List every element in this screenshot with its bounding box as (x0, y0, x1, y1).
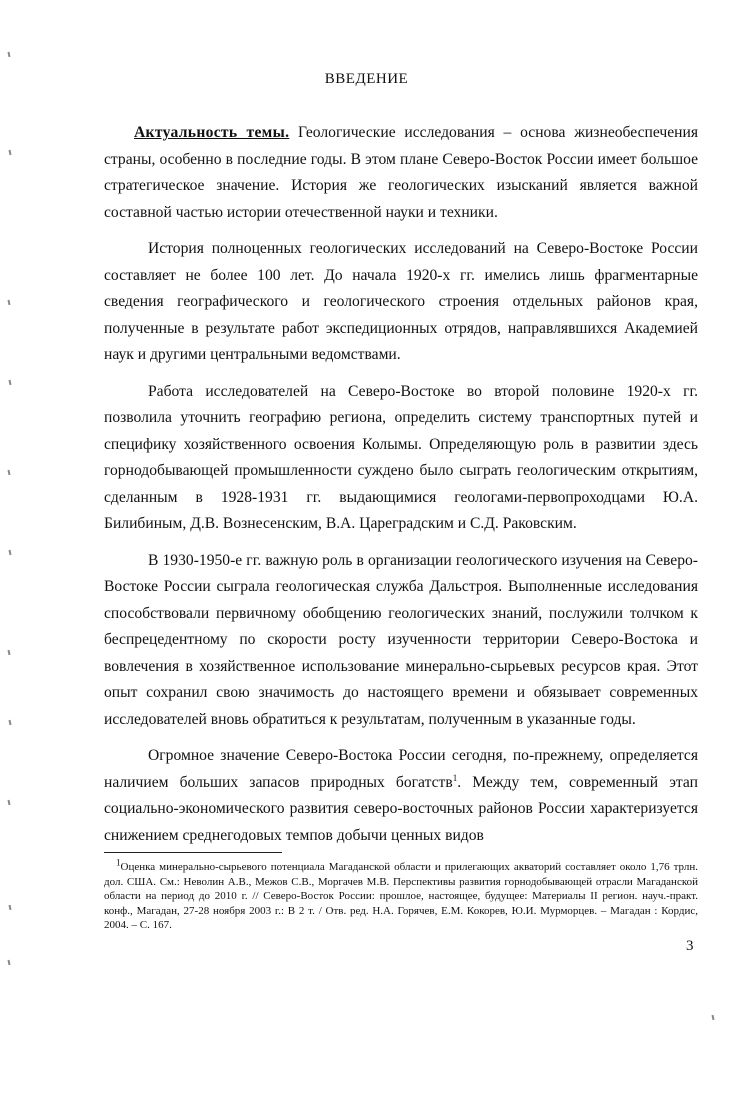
footnote-separator (104, 852, 282, 853)
main-text (104, 120, 698, 849)
footnote-text: Оценка минерально-сырьевого потенциала Магаданской области и прилегающих акваторий составляет около 1,76 трлн. дол. США. См.: Неволин А.В., Межов С.В., Моргачев М.В. Перспективы развития горнодобывающей отрасли Магаданской области на период до 2010 г. // Северо-Восток России: прошлое, настоящее, будущее: Материалы II регион. науч.-практ. конф., Магадан, 27-28 ноября 2003 г.: В 2 т. / Отв. ред. Н.А. Горячев, Е.М. Кокорев, Ю.И. Мурморцев. – Магадан : Кордис, 2004. – С. 167. (104, 861, 698, 932)
significance-text-end: . Между тем, современный этап социально-экономического развития северо-восточных районов России характеризуется снижением среднегодовых темпов добычи ценных видов (104, 773, 698, 844)
paragraph-dalstroy: В 1930-1950-е гг. важную роль в организации геологического изучения на Северо-Востоке России сыграла геологическая служба Дальстроя. Выполненные исследования способствовали первичному обобщению геологических знаний, послужили толчком к беспрецедентному по скорости росту изученности территории Северо-Востока и вовлечения в хозяйственное использование минерально-сырьевых ресурсов края. Этот опыт сохранил свою значимость до настоящего времени и обязывает современных исследователей вновь обратиться к результатам, полученным в указанные годы. (104, 551, 698, 728)
paragraph-history: История полноценных геологических исследований на Северо-Востоке России составляет не более 100 лет. До начала 1920-х гг. имелись лишь фрагментарные сведения географического и геологического строения отдельных районов края, полученные в результате работ экспедиционных отрядов, направлявшихся Академией наук и другими центральными ведомствами. (104, 240, 698, 363)
paragraph-1920s: Работа исследователей на Северо-Востоке во второй половине 1920-х гг. позволила уточнить географию региона, определить систему транспортных путей и специфику хозяйственного освоения Колымы. Определяющую роль в развитии здесь горнодобывающей промышленности суждено было сыграть геологическим открытиям, сделанным в 1928-1931 гг. выдающимися геологами-первопроходцами Ю.А. Билибиным, Д.В. Вознесенским, В.А. Цареградским и С.Д. Раковским. (104, 382, 698, 532)
footnote-marker: 1 (116, 857, 121, 868)
paragraph-significance (104, 743, 698, 849)
scan-artifact (7, 470, 10, 475)
footnote-reference: 1 (452, 772, 458, 783)
scan-artifact (8, 905, 11, 910)
scan-artifact (7, 960, 10, 965)
significance-text-start: Огромное значение Северо-Востока России сегодня, по-прежнему, определяется наличием больших запасов природных богатств (104, 747, 698, 791)
paragraph-relevance (104, 120, 698, 226)
scan-artifact (7, 800, 10, 805)
relevance-label: Актуальность темы. (134, 124, 290, 141)
scan-artifact (8, 720, 11, 725)
page-title: ВВЕДЕНИЕ (324, 71, 409, 87)
scan-artifact (8, 380, 11, 385)
relevance-text: Геологические исследования – основа жизнеобеспечения страны, особенно в последние годы. В этом плане Северо-Восток России имеет большое стратегическое значение. История же геологических изысканий является важной составной частью истории отечественной науки и техники. (104, 124, 698, 221)
scan-artifact (8, 550, 11, 555)
scan-artifact (711, 1015, 714, 1020)
scan-artifact (7, 300, 10, 305)
scan-artifact (7, 650, 10, 655)
footnote (104, 857, 698, 933)
scan-artifact (8, 150, 11, 155)
page-number: 3 (686, 938, 694, 954)
scan-artifact (7, 52, 10, 57)
